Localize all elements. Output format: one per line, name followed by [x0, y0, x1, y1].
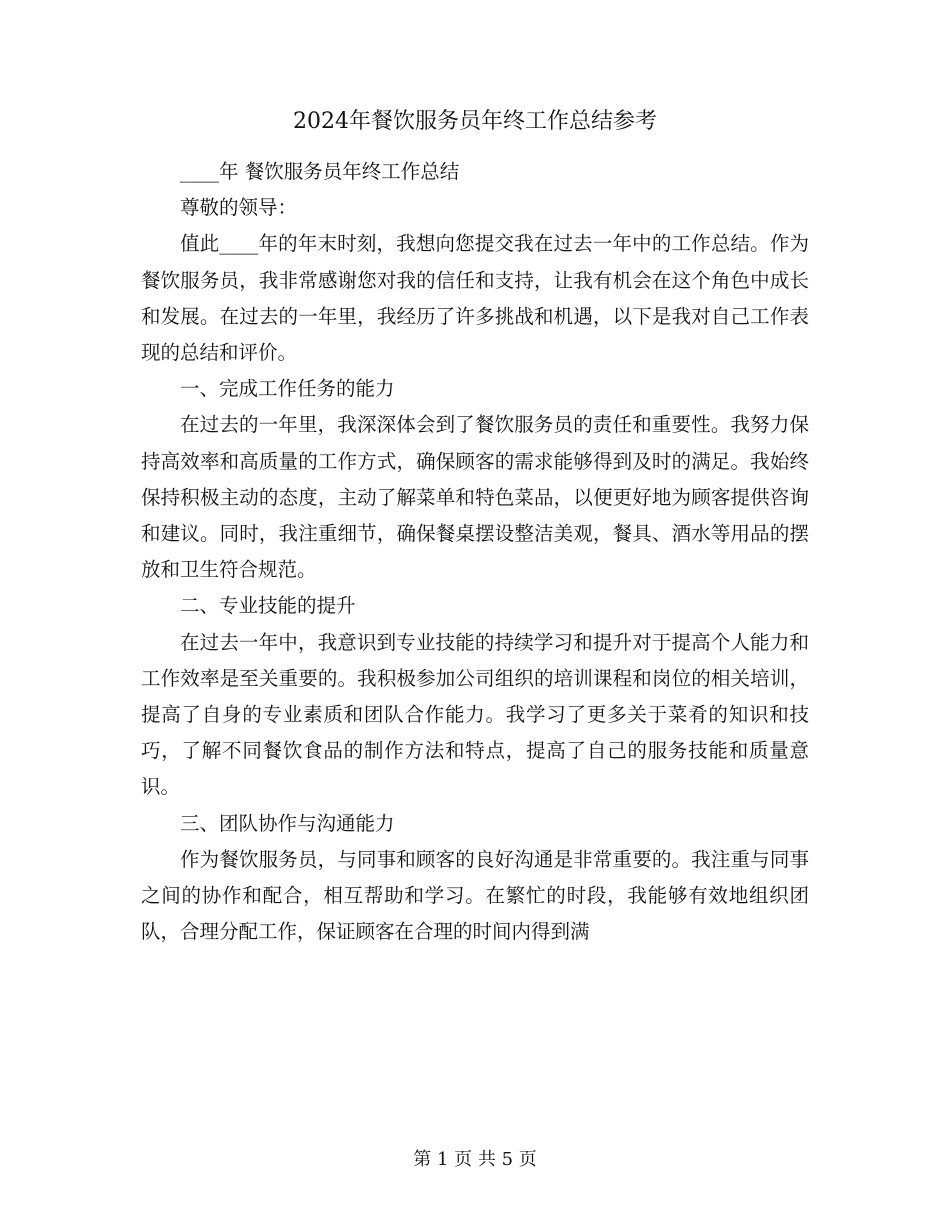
- salutation: 尊敬的领导：: [180, 196, 298, 220]
- section-paragraph-2: 在过去一年中，我意识到专业技能的持续学习和提升对于提高个人能力和工作效率是至关重要的。我积极参加公司组织的培训课程和岗位的相关培训，提高了自身的专业素质和团队合作能力。我学习了更多关于菜肴的知识和技巧，了解不同餐饮食品的制作方法和特点，提高了自己的服务技能和质量意识。: [141, 630, 809, 799]
- document-subtitle: ____年 餐饮服务员年终工作总结: [180, 160, 460, 183]
- section-paragraph-1: 在过去的一年里，我深深体会到了餐饮服务员的责任和重要性。我努力保持高效率和高质量的工作方式，确保顾客的需求能够得到及时的满足。我始终保持积极主动的态度，主动了解菜单和特色菜品，以便更好地为顾客提供咨询和建议。同时，我注重细节，确保餐桌摆设整洁美观，餐具、酒水等用品的摆放和卫生符合规范。: [141, 413, 809, 582]
- section-heading-3: 三、团队协作与沟通能力: [180, 811, 395, 835]
- intro-paragraph: 值此____年的年末时刻，我想向您提交我在过去一年中的工作总结。作为餐饮服务员，我非常感谢您对我的信任和支持，让我有机会在这个角色中成长和发展。在过去的一年里，我经历了许多挑战和机遇，以下是我对自己工作表现的总结和评价。: [141, 232, 809, 365]
- document-title: 2024年餐饮服务员年终工作总结参考: [293, 109, 657, 134]
- page-footer: 第 1 页 共 5 页: [413, 1149, 537, 1170]
- section-paragraph-3: 作为餐饮服务员，与同事和顾客的良好沟通是非常重要的。我注重与同事之间的协作和配合，相互帮助和学习。在繁忙的时段，我能够有效地组织团队，合理分配工作，保证顾客在合理的时间内得到满: [141, 847, 809, 944]
- document-body: [141, 154, 809, 950]
- section-heading-1: 一、完成工作任务的能力: [180, 377, 395, 401]
- section-heading-2: 二、专业技能的提升: [180, 594, 356, 618]
